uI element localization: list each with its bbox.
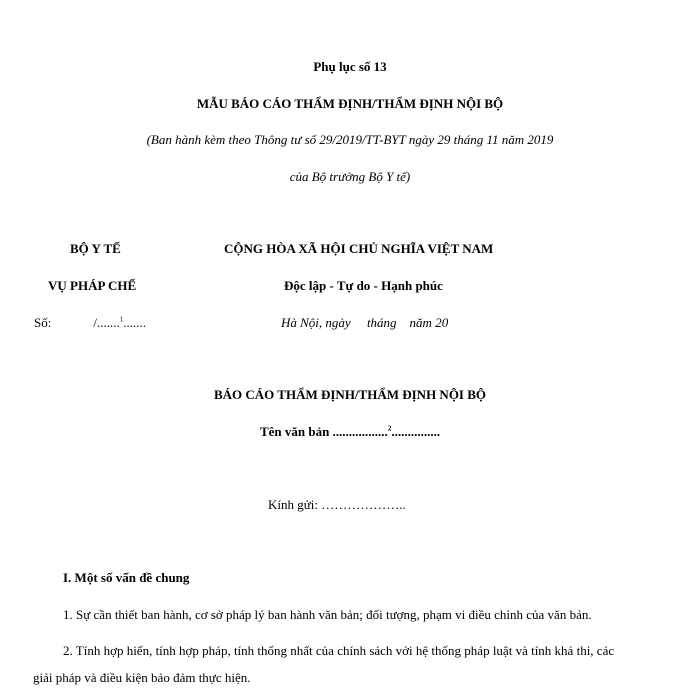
country-name: CỘNG HÒA XÃ HỘI CHỦ NGHĨA VIỆT NAM — [224, 241, 494, 256]
section1-heading: I. Một số vấn đề chung — [63, 570, 190, 585]
footnote-ref-2: 2 — [387, 424, 392, 433]
place-and-date: Hà Nội, ngày tháng năm 20 — [281, 315, 449, 330]
issuance-note-line1: (Ban hành kèm theo Thông tư số 29/2019/TT-BYT ngày 29 tháng 11 năm 2019 — [146, 132, 554, 147]
department-name: VỤ PHÁP CHẾ — [48, 278, 137, 293]
number-label: Số: — [34, 315, 52, 330]
footnote-ref-1: 1 — [119, 315, 124, 324]
form-title: MẪU BÁO CÁO THẨM ĐỊNH/THẨM ĐỊNH NỘI BỘ — [196, 96, 504, 111]
doc-name-suffix: ............... — [391, 424, 441, 439]
doc-name-prefix: Tên văn bản ................. — [259, 424, 388, 439]
number-tail: ....... — [123, 315, 146, 330]
national-motto: Độc lập - Tự do - Hạnh phúc — [284, 278, 443, 293]
section1-item2-line1: 2. Tính hợp hiến, tính hợp pháp, tính thống nhất của chính sách với hệ thống pháp luật và tính khả thi, các — [63, 643, 615, 658]
appendix-number: Phụ lục số 13 — [313, 59, 387, 74]
document-name-line — [0, 424, 700, 440]
section1-item1: 1. Sự cần thiết ban hành, cơ sở pháp lý ban hành văn bản; đối tượng, phạm vi điều chỉnh của văn bản. — [63, 607, 592, 622]
section1-item2-line2: giải pháp và điều kiện bảo đảm thực hiện. — [33, 670, 251, 685]
number-value: /....... — [93, 315, 120, 330]
recipient-line: Kính gửi: ……………….. — [268, 497, 406, 512]
document-number — [34, 315, 146, 331]
issuance-note-line2: của Bộ trưởng Bộ Y tế) — [289, 169, 411, 184]
report-title: BÁO CÁO THẨM ĐỊNH/THẨM ĐỊNH NỘI BỘ — [213, 387, 487, 402]
ministry-name: BỘ Y TẾ — [70, 241, 121, 256]
